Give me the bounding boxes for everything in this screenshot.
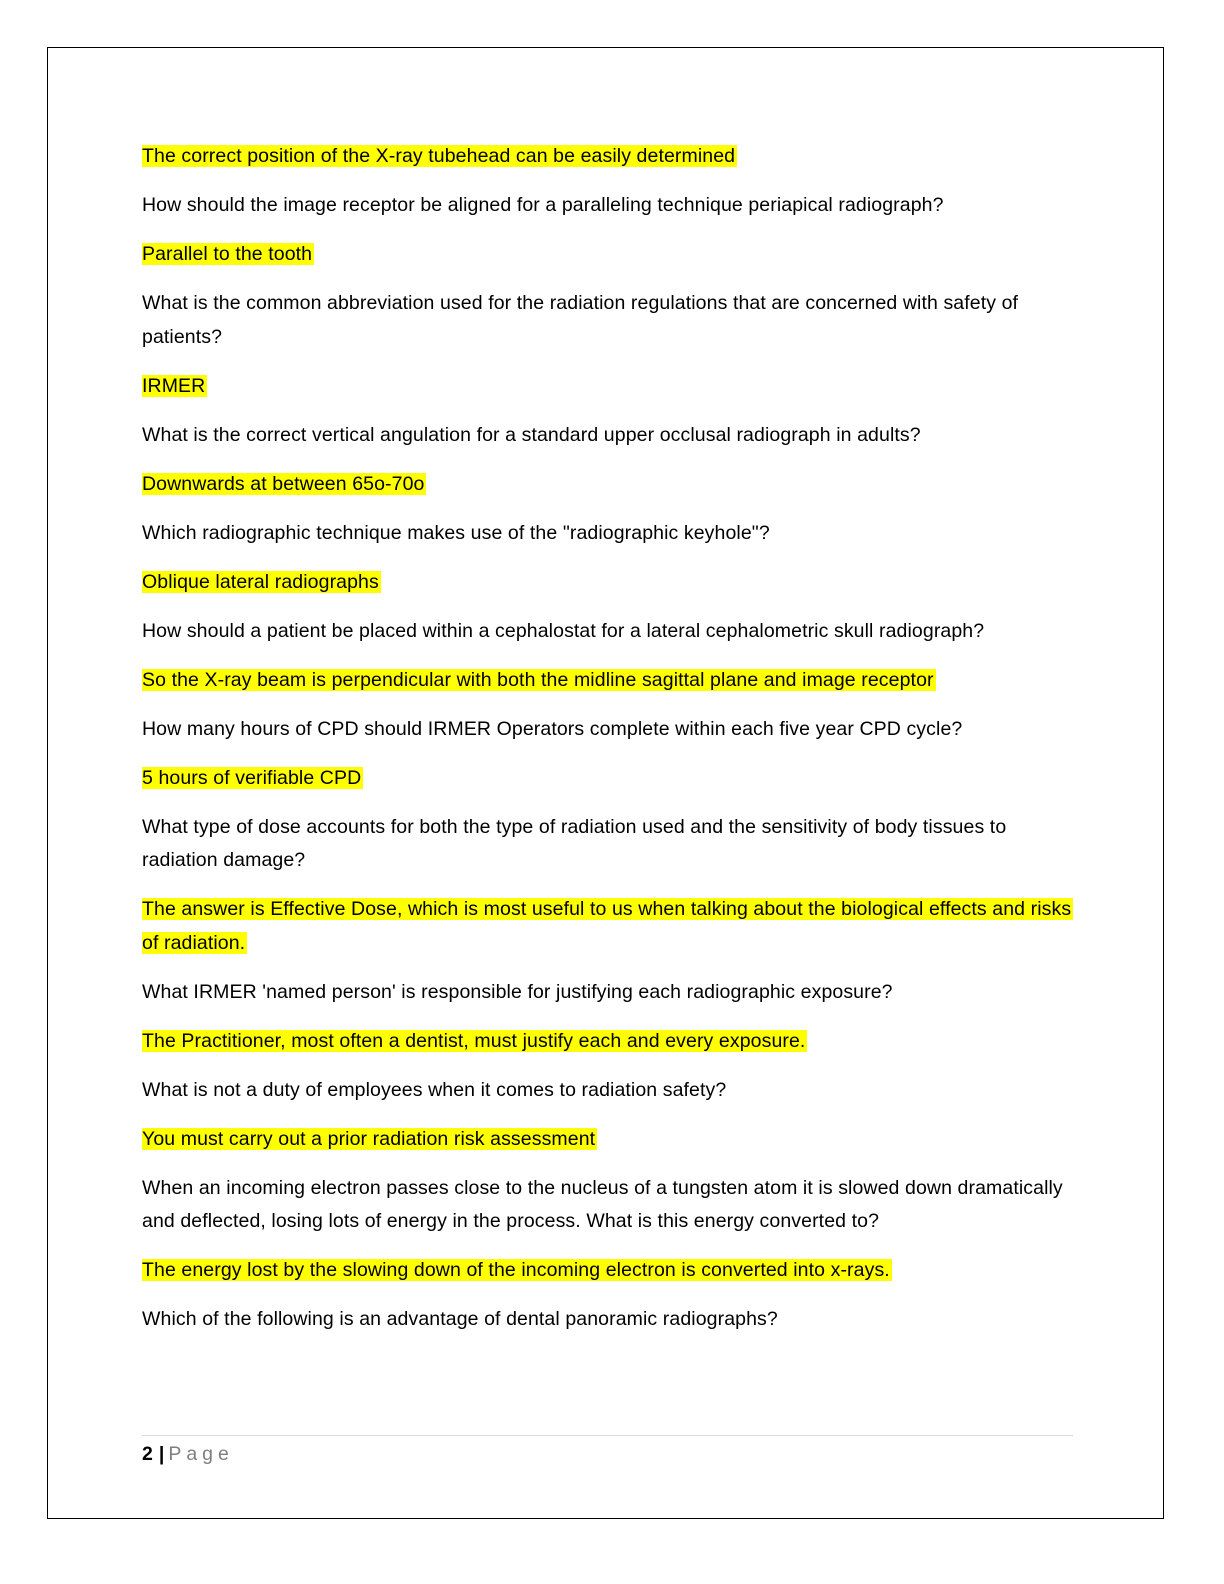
footer-separator: | [158,1443,165,1465]
highlighted-answer [142,1025,1082,1059]
document-body [142,140,1082,1352]
page-label: Page [168,1443,234,1465]
question: How should the image receptor be aligned for a paralleling technique periapical radiograph? [142,194,944,216]
answer-text: Oblique lateral radiographs [142,570,379,593]
highlighted-answer [142,664,1082,698]
question: How should a patient be placed within a cephalostat for a lateral cephalometric skull radiograph? [142,619,985,642]
answer-text: The energy lost by the slowing down of the incoming electron is converted into x-rays. [142,1259,890,1281]
highlighted-answer [142,762,1082,796]
highlighted-answer [142,238,1082,272]
footer-divider [142,1435,1073,1436]
highlighted-answer [142,370,1082,404]
answer-text: The answer is Effective Dose, which is most useful to us when talking about the biological effects and risks of radiation. [142,898,1072,954]
question: What type of dose accounts for both the type of radiation used and the sensitivity of body tissues to radiation damage? [142,815,1007,871]
answer-text: The Practitioner, most often a dentist, must justify each and every exposure. [142,1029,806,1052]
question: Which of the following is an advantage of dental panoramic radiographs? [142,1308,778,1330]
page-footer [142,1440,234,1468]
highlighted-answer [142,468,1082,502]
highlighted-answer [142,893,1082,960]
highlighted-answer [142,566,1082,600]
answer-text: IRMER [142,374,206,397]
question: What is the common abbreviation used for the radiation regulations that are concerned with safety of patients? [142,292,1019,348]
question: Which radiographic technique makes use of the "radiographic keyhole"? [142,521,770,544]
answer-text: The correct position of the X-ray tubehead can be easily determined [142,145,736,167]
question: What is not a duty of employees when it comes to radiation safety? [142,1078,727,1101]
answer-text: Parallel to the tooth [142,243,313,265]
highlighted-answer [142,1123,1082,1157]
question: What is the correct vertical angulation for a standard upper occlusal radiograph in adults? [142,423,921,446]
page-number: 2 [142,1443,153,1465]
answer-text: 5 hours of verifiable CPD [142,766,362,789]
answer-text: You must carry out a prior radiation risk assessment [142,1127,596,1150]
question: What IRMER 'named person' is responsible for justifying each radiographic exposure? [142,980,893,1003]
question: When an incoming electron passes close to the nucleus of a tungsten atom it is slowed down dramatically and deflected, losing lots of energy in the process. What is this energy converted to? [142,1176,1063,1232]
highlighted-answer [142,140,1082,174]
answer-text: So the X-ray beam is perpendicular with both the midline sagittal plane and image receptor [142,668,934,691]
question: How many hours of CPD should IRMER Operators complete within each five year CPD cycle? [142,717,963,740]
highlighted-answer [142,1254,1082,1288]
answer-text: Downwards at between 65o-70o [142,472,425,495]
